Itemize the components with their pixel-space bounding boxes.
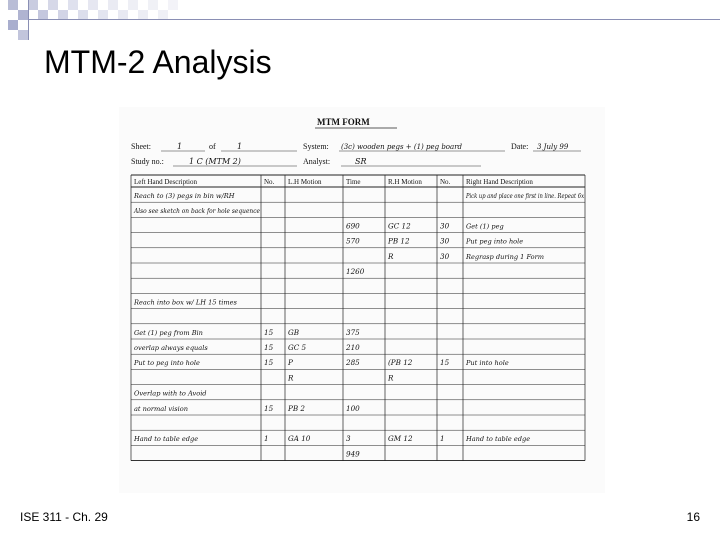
analyst-value: SR xyxy=(355,157,367,166)
study-value: 1 C (MTM 2) xyxy=(189,157,241,166)
table-cell: Regrasp during 1 Form xyxy=(466,252,545,261)
table-cell: 1 xyxy=(440,434,445,444)
form-heading: MTM FORM xyxy=(317,117,370,127)
title-rule-vertical xyxy=(28,0,29,40)
date-label: Date: xyxy=(511,142,529,151)
table-cell: Put peg into hole xyxy=(466,237,524,246)
title-rule xyxy=(28,19,720,20)
footer-course: ISE 311 - Ch. 29 xyxy=(20,510,108,524)
table-cell: Also see sketch on back for hole sequence xyxy=(133,207,261,216)
column-header: Left Hand Description xyxy=(134,178,197,186)
table-cell: 1 xyxy=(264,434,269,444)
table-cell: Overlap with to Avoid xyxy=(134,389,207,398)
column-header: No. xyxy=(264,178,275,186)
column-header: No. xyxy=(440,178,451,186)
table-cell: 210 xyxy=(346,343,360,352)
table-cell: Reach into box w/ LH 15 times xyxy=(134,298,237,307)
table-cell: 570 xyxy=(346,236,360,246)
column-header: Time xyxy=(346,178,361,186)
table-cell: GA 10 xyxy=(288,434,311,444)
table-cell: GB xyxy=(288,327,300,337)
table-cell: 15 xyxy=(264,403,274,413)
table-cell: 375 xyxy=(346,327,360,337)
table-cell: Hand to table edge xyxy=(466,435,531,444)
column-header: R.H Motion xyxy=(388,178,422,186)
table-cell: GC 5 xyxy=(288,343,307,352)
table-cell: R xyxy=(288,373,294,383)
of-value: 1 xyxy=(237,142,243,151)
analyst-label: Analyst: xyxy=(303,157,331,166)
table-cell: Get (1) peg xyxy=(466,222,504,231)
table-cell: PB 2 xyxy=(288,403,305,413)
table-cell: Put to peg into hole xyxy=(134,359,200,368)
study-label: Study no.: xyxy=(131,157,164,166)
title-decoration xyxy=(0,0,420,40)
table-cell: 15 xyxy=(440,358,450,368)
column-header: Right Hand Description xyxy=(466,178,533,186)
table-cell: overlap always equals xyxy=(134,344,208,352)
table-cell: GM 12 xyxy=(388,434,413,444)
table-cell: 30 xyxy=(440,221,450,231)
date-value: 3 July 99 xyxy=(537,143,569,151)
table-cell: Put into hole xyxy=(466,359,509,368)
table-cell: Get (1) peg from Bin xyxy=(134,328,203,337)
system-label: System: xyxy=(303,142,329,151)
sheet-value: 1 xyxy=(177,142,183,151)
table-cell: (PB 12 xyxy=(388,358,413,368)
table-cell: 15 xyxy=(264,358,274,368)
table-cell: Hand to table edge xyxy=(134,435,199,444)
sheet-label: Sheet: xyxy=(131,142,151,151)
table-cell: at normal vision xyxy=(134,404,188,413)
table-cell: P xyxy=(288,358,293,368)
table-cell: GC 12 xyxy=(388,221,411,231)
page-number: 16 xyxy=(686,510,700,524)
table-cell: 3 xyxy=(346,434,351,444)
table-cell: 15 xyxy=(264,343,274,352)
table-cell: Pick up and place one first in line. Repeat 6x xyxy=(465,192,585,200)
system-value: (3c) wooden pegs + (1) peg board xyxy=(341,143,463,151)
table-cell: 100 xyxy=(346,403,360,413)
slide-title: MTM-2 Analysis xyxy=(44,44,272,80)
mtm-form-scan xyxy=(119,107,605,493)
table-cell: PB 12 xyxy=(388,236,410,246)
table-cell: 285 xyxy=(346,358,360,368)
table-cell: 30 xyxy=(440,251,450,261)
table-cell: Reach to (3) pegs in bin w/RH xyxy=(134,192,235,200)
column-header: L.H Motion xyxy=(288,178,322,186)
table-cell: 15 xyxy=(264,327,274,337)
table-cell: R xyxy=(388,251,394,261)
form-table xyxy=(131,175,585,461)
of-label: of xyxy=(209,142,216,151)
table-cell: 1260 xyxy=(346,267,365,276)
table-cell: 949 xyxy=(346,449,360,459)
table-cell: 690 xyxy=(346,221,360,231)
table-cell: 30 xyxy=(440,236,450,246)
table-cell: R xyxy=(388,373,394,383)
